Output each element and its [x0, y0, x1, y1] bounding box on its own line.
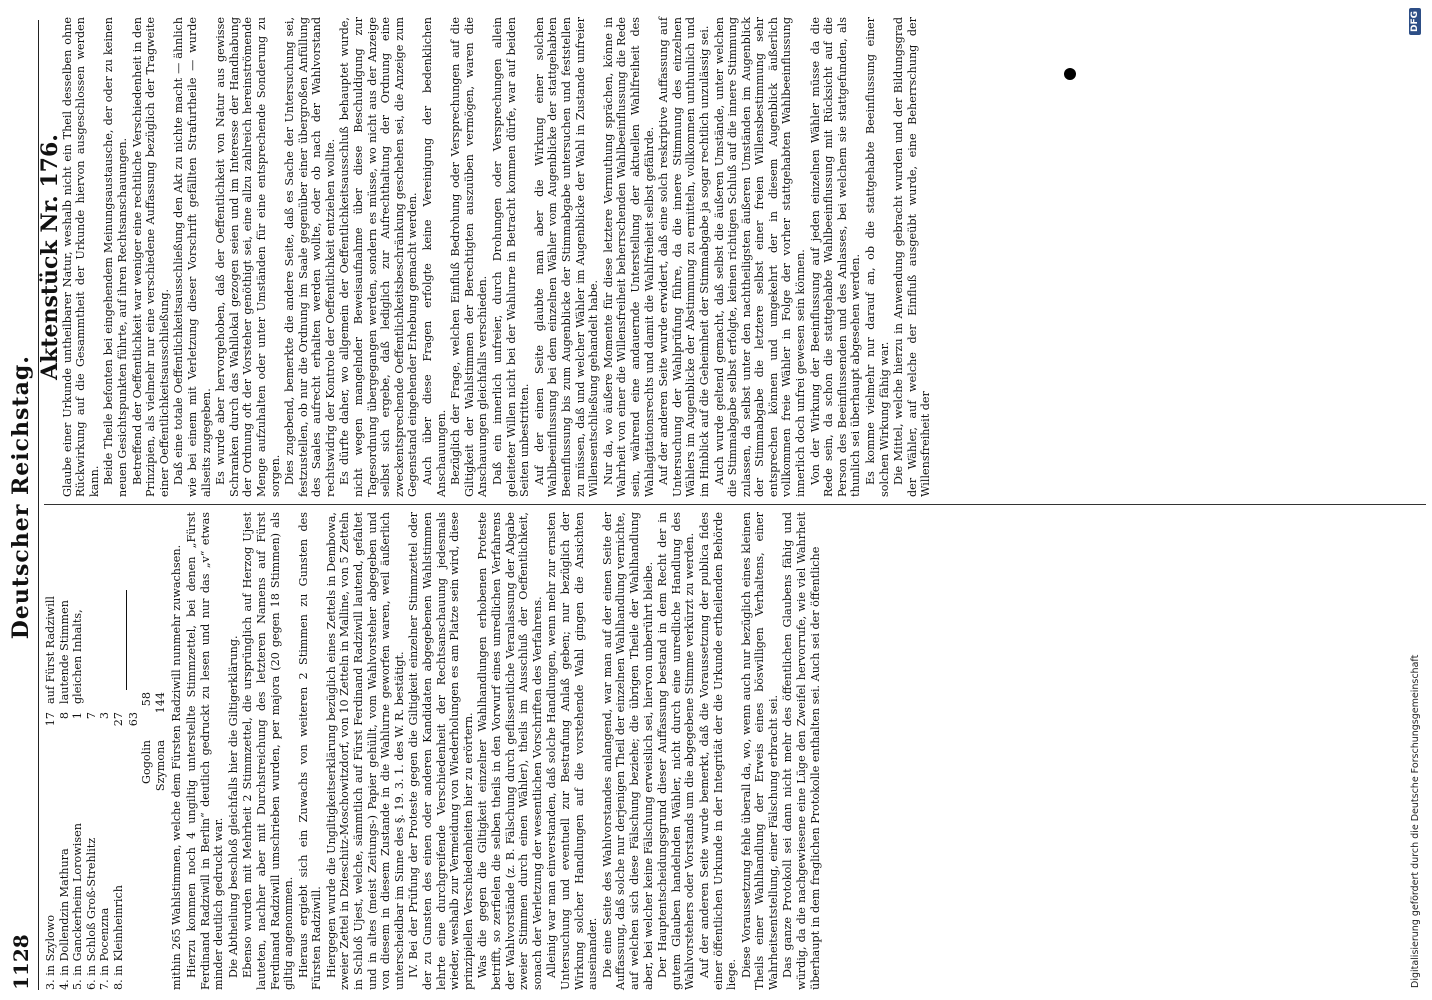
page-number: 1128: [9, 934, 33, 990]
tally-szymona-count: 144: [153, 692, 167, 714]
paragraph: Betreffend der Oeffentlichkeit war weniger eine rechtliche Verschiedenheit in den Prinzipien, als vielmehr nur eine verschiedene Auffassung bezüglich der Tragweite einer Oeffentlichkeitsausschließung.: [130, 17, 171, 497]
tally-row: [71, 512, 85, 990]
paragraph: IV. Bei der Prüfung der Proteste gegen die Giltigkeit einzelner Stimmzettel oder der zu Gunsten des einen oder anderen Kandidaten abgegebenen Wahlstimmen lehrte eine durchgreifende Verschiedenheit der Rechtsanschauung jedesmals wieder, weshalb zur Vermeidung von Wiederholungen es am Platze sein wird, diese prinzipiellen Verschiedenheiten hier zu erörtern.: [407, 512, 475, 990]
document-title: Aktenstück Nr. 176.: [37, 134, 63, 380]
tally-row: [58, 512, 72, 990]
tally-count: 7: [84, 712, 98, 720]
paragraph: Diese Voraussetzung fehle überall da, wo, wenn auch nur bezüglich eines kleinen Theils einer Wahlhandlung der Erweis eines böswilligen Verhaltens, einer Wahrheitsentstellung, einer Fälschung erbracht sei.: [739, 512, 780, 990]
tally-szymona-label: Szymona: [153, 740, 167, 792]
paragraph: Es dürfte daher, wo allgemein der Oeffentlichkeitsausschluß behauptet wurde, nicht wegen mangelnder Beweisaufnahme über diese Beschuldigung zur Tagesordnung übergegangen werden, sondern es müsse, wo nicht aus der Anzeige selbst sich ergebe, daß lediglich zur Aufrechthaltung der Ordnung eine zweckentsprechende Oeffentlichkeitsbeschränkung geschehen sei, die Anzeige zum Gegenstand eingehender Erhebung gemacht werden.: [338, 17, 420, 497]
paragraph: Es wurde aber hervorgehoben, daß der Oeffentlichkeit von Natur aus gewisse Schranken durch das Wahllokal gezogen seien und im Interesse der Handhabung der Ordnung oft der Vorsteher genöthigt sei, eine allzu zahlreich hereinströmende Menge aufzuhalten oder unter Umständen für eine entsprechende Sonderung zu sorgen.: [214, 17, 282, 497]
tally-row: [112, 512, 126, 990]
column-divider: [44, 504, 1426, 505]
tally-row: [98, 512, 112, 990]
tally-count: 17: [44, 712, 57, 727]
tally-note: lautende Stimmen: [57, 600, 71, 704]
tally-note: auf Fürst Radziwill: [44, 596, 57, 704]
tally-szymona-row: [154, 512, 168, 990]
credit-text: Digitalisierung gefördert durch die Deutsche Forschungsgemeinschaft: [1409, 654, 1421, 988]
paragraph: Bezüglich der Frage, welchen Einfluß Bedrohung oder Versprechungen auf die Giltigkeit der Wahlstimmen der Berechtigten auszuüben vermögen, waren die Anschauungen gleichfalls verschieden.: [449, 17, 490, 497]
paragraph: Es komme vielmehr nur darauf an, ob die stattgehabte Beeinflussung einer solchen Wirkung fähig war.: [864, 17, 891, 497]
tally-gogolin-row: [140, 512, 154, 990]
paragraph: Ebenso wurden mit Mehrheit 2 Stimmzettel, die ursprünglich auf Herzog Ujest lauteten, nachher aber mit Durchstreichung des letzteren Namens auf Fürst Ferdinand Radziwill umschrieben wurden, per majora (20 gegen 18 Stimmen) als giltig angenommen.: [241, 512, 296, 990]
paragraph: mithin 265 Wahlstimmen, welche dem Fürsten Radziwill nunmehr zuwachsen.: [170, 544, 184, 990]
paragraph: Auf der anderen Seite wurde bemerkt, daß die Voraussetzung der publica fides einer öffentlichen Urkunde in der Integrität der die Urkunde ertheilenden Behörde liege.: [697, 512, 739, 990]
tally-count: 3: [98, 712, 112, 720]
paragraph: Glaube einer Urkunde untheilbarer Natur, weshalb nicht ein Theil desselben ohne Rückwirkung auf die Gesammtheit der Urkunde hiervon ausgeschlossen werden kann.: [60, 17, 101, 497]
tally-count: 1: [71, 712, 85, 720]
paragraph: Daß eine totale Oeffentlichkeitsausschließung den Akt zu nichte macht — ähnlich wie bei einem mit Verletzung dieser Vorschrift gefällten Strafurtheile — wurde allseits zugegeben.: [172, 17, 213, 497]
tally-count: 27: [111, 712, 125, 727]
paragraph: Auch über diese Fragen erfolgte keine Vereinigung der bedenklichen Anschauungen.: [421, 17, 448, 497]
tally-row: [44, 512, 58, 990]
tally-place: 3. in Szylowo: [44, 914, 57, 990]
running-title: Deutscher Reichstag.: [8, 355, 34, 640]
digitization-credit: [1404, 8, 1426, 988]
paragraph: Die Mittel, welche hierzu in Anwendung gebracht wurden und der Bildungsgrad der Wähler, auf welche der Einfluß ausgeübt wurde, eine Beherrschung der Willensfreiheit der: [892, 17, 933, 497]
text-column-left: [44, 512, 1426, 990]
paragraph: Was die gegen die Giltigkeit einzelner Wahlhandlungen erhobenen Proteste betrifft, so zerfielen die selben theils in den Vorwurf eines unredlichen Verfahrens der Wahlvorstände (z. B. Fälschung durch geflissentliche Veranlassung der Abgabe zweier Stimmen durch einen Wähler), theils im Ausschluß der Oeffentlichkeit, sonach der Verletzung der wesentlichen Vorschriften des Verfahrens.: [476, 512, 544, 990]
paragraph: Das ganze Protokoll sei dann nicht mehr des öffentlichen Glaubens fähig und würdig, da die nachgewiesene eine Lüge den Zweifel hervorrufe, wie viel Wahrheit überhaupt in dem fraglichen Protokolle enthalten sei. Auch sei der öffentliche: [781, 512, 822, 990]
tally-place: 8. in Kleinheinrich: [111, 885, 125, 990]
tally-place: 5. in Ganckerheim Lorowisen: [71, 823, 85, 990]
paragraph: Der Hauptentscheidungsgrund dieser Auffassung bestand in dem Recht der in gutem Glauben handelnden Wähler, nicht durch eine unredliche Handlung des Wahlvorstehers oder Vorstands um die abgegebene Stimme verkürzt zu werden.: [656, 512, 697, 990]
paragraph: Die eine Seite des Wahlvorstandes anlangend, war man auf der einen Seite der Auffassung, daß solche nur derjenigen Theil der einzelnen Wahlhandlung vernichte, auf welchen sich diese Fälschung beziehe; die übrigen Theile der Wahlhandlung aber, bei welcher keine Fälschung erweislich sei, hiervon unberührt bleibe.: [600, 512, 655, 990]
paragraph: Beide Theile befonten bei eingehendem Meinungsaustausche, der oder zu keinen neuen Gesichtspunkten führte, auf ihren Rechtsanschauungen.: [102, 17, 129, 497]
tally-place: 6. in Schloß Groß-Strehlitz: [84, 837, 98, 990]
paragraph: Hieraus ergiebt sich ein Zuwachs von weiteren 2 Stimmen zu Gunsten des Fürsten Radziwill.: [296, 512, 324, 990]
paragraph: Hierzu kommen noch 4 ungiltig unterstellte Stimmzettel, bei denen „Fürst Ferdinand Radziwill in Berlin“ deutlich gedruckt zu lesen und nur das „v“ etwas minder deutlich gedruckt war.: [184, 512, 226, 990]
paragraph: Nur da, wo äußere Momente für diese letztere Vermuthung sprächen, könne in Wahrheit von einer die Willensfreiheit beherrschenden Wahlbeeinflussung die Rede sein, während eine andauernde Unterstellung der aktuellen Wahlfreiheit des Wahlagitationsrechts und damit die Wahlfreiheit selbst gefährde.: [601, 17, 656, 497]
paragraph: Auch wurde geltend gemacht, daß selbst die äußeren Umstände, unter welchen die Stimmabgabe selbst erfolgte, keinen richtigen Schluß auf die innere Stimmung zulassen, da selbst unter den nachtheiligsten äußeren Umständen im Augenblick der Stimmabgabe die letztere selbst einer freien Willensbestimmung sehr entsprechen können und umgekehrt der in diesem Augenblick äußerlich vollkommen freie Wähler in Folge der vorher stattgehabten Wahlbeeinflussung innerlich doch unfrei gewesen sein können.: [712, 17, 808, 497]
tally-row: [85, 512, 99, 990]
paragraph: Auf der anderen Seite wurde erwidert, daß eine solch reskriptive Auffassung auf Untersuchung der Wahlprüfung führe, da die innere Stimmung des einzelnen Wählers im Augenblicke der Abstimmung zu ermitteln, vollkommen unthunlich und im Hinblick auf die Geheimheit der Stimmabgabe ja sogar rechtlich unzulässig sei.: [657, 17, 711, 497]
dfg-logo-icon: DFG: [1409, 8, 1421, 35]
paragraph: Daß ein innerlich unfreier, durch Drohungen oder Versprechungen allein geleiteter Willen nicht bei der Wahlurne in Betracht kommen dürfe, war auf beiden Seiten unbestritten.: [491, 17, 532, 497]
tally-subtotal: 63: [126, 712, 140, 727]
tally-place: 4. in Dollendzin Mathura: [57, 848, 71, 990]
paragraph: Hiergegen wurde die Ungiltigkeitserklärung bezüglich eines Zettels in Dembowa, zweier Zettel in Dzieschitz-Moschowitzdorf, von 10 Zetteln in Malline, von 5 Zetteln in Schloß Ujest, welche, sämmtlich auf Fürst Ferdinand Radziwill lautend, gefaltet und in altes (meist Zeitungs-) Papier gehüllt, vom Wahlvorsteher abgegeben und von diesem in diesem Zustande in die Wahlurne geworfen waren, weil äußerlich unterscheidbar im Sinne des §. 19. 3. 1. des W. R. bestätigt.: [324, 512, 406, 990]
tally-gogolin-label: Gogolin: [140, 740, 154, 784]
tally-place: 7. in Pocenzna: [98, 907, 112, 990]
paragraph: Dies zugebend, bemerkte die andere Seite, daß es Sache der Untersuchung sei, festzustellen, ob nur die Ordnung im Saale gegenüber einer übergroßen Anfüllung des Saales aufrecht erhalten werden wollte, oder ob nach der Wahlvorstand rechtswidrig der Kontrole der Oeffentlichkeit entziehen wollte.: [283, 17, 337, 497]
vote-tally: [44, 512, 167, 990]
text-column-right: [37, 17, 1426, 497]
tally-gogolin-count: 58: [140, 692, 154, 707]
ink-blot: [1064, 68, 1076, 80]
paragraph: Die Abtheilung beschloß gleichfalls hier die Giltigerklärung.: [226, 635, 240, 978]
paragraph: Auf der einen Seite glaubte man aber die Wirkung einer solchen Wahlbeeinflussung bei dem einzelnen Wähler vom Augenblicke der stattgehabten Beeinflussung bis zum Augenblicke der Stimmabgabe untersuchen und feststellen zu müssen, daß und welcher Wähler im Augenblicke der Wahl in Zustande unfreier Willensentschließung gehandelt habe.: [532, 17, 601, 497]
page-header: [4, 20, 39, 990]
tally-note: gleichen Inhalts,: [71, 609, 85, 704]
paragraph: Von der Wirkung der Beeinflussung auf jeden einzelnen Wähler müsse da die Rede sein, da schon die stattgehabte Wahlbeeinflussung mit Rücksicht auf die Person des Beeinflussenden und des Anlasses, bei welchem sie stattgefunden, als thunlich sei überhaupt abgesehen werden.: [808, 17, 863, 497]
tally-subtotal-row: [127, 512, 141, 990]
paragraph: Alleinig war man einverstanden, daß solche Handlungen, wenn mehr zur ernsten Untersuchung und eventuell zur Bestrafung Anlaß geben; nur bezüglich der Wirkung solcher Handlungen auf die vorstehende Wahl gingen die Ansichten auseinander.: [545, 512, 600, 990]
tally-count: 8: [57, 712, 71, 720]
